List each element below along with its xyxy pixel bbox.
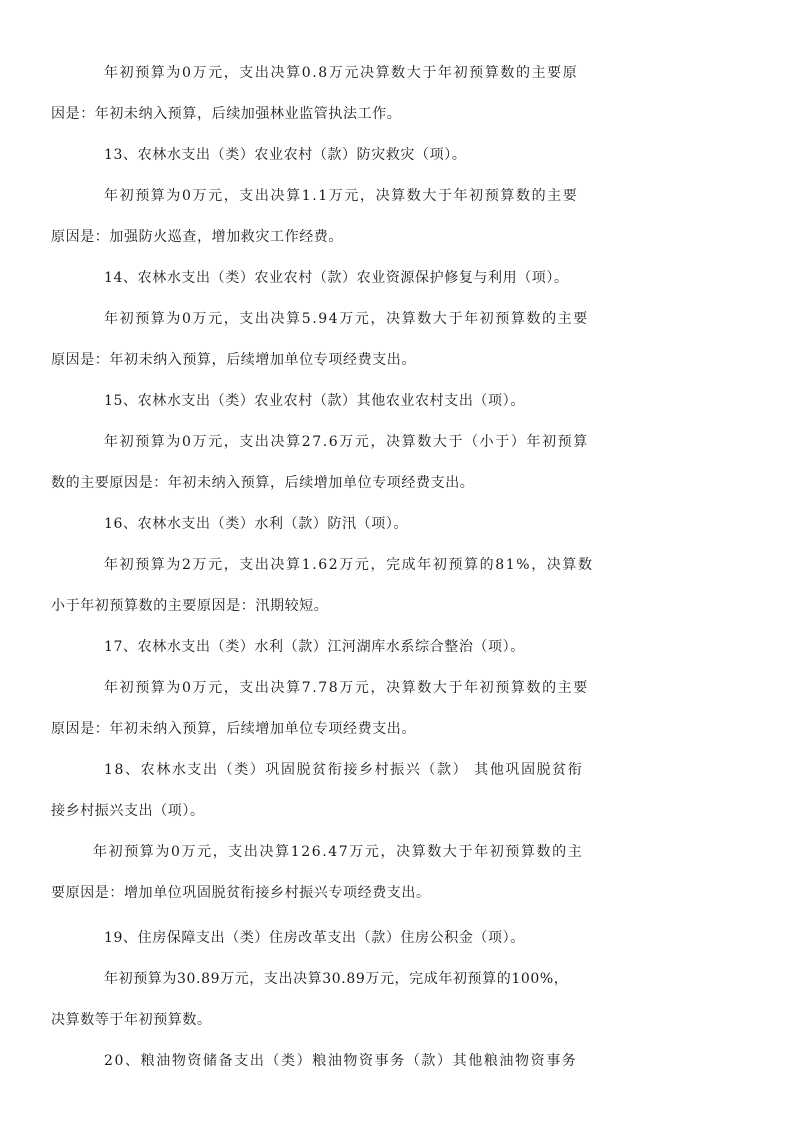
paragraph-line: 小于年初预算数的主要原因是：汛期较短。: [51, 598, 329, 614]
section-heading: 16、农林水支出（类）水利（款）防汛（项）。: [104, 516, 409, 532]
paragraph-line: 原因是：年初未纳入预算，后续增加单位专项经费支出。: [51, 721, 416, 737]
paragraph-line: 数的主要原因是：年初未纳入预算，后续增加单位专项经费支出。: [51, 475, 475, 491]
paragraph-line: 年初预算为30.89万元，支出决算30.89万元，完成年初预算的100%，: [104, 971, 569, 987]
section-heading: 17、农林水支出（类）水利（款）江河湖库水系综合整治（项）。: [104, 639, 525, 655]
section-heading: 20、粮油物资储备支出（类）粮油物资事务（款）其他粮油物资事务: [104, 1053, 578, 1069]
paragraph-line: 年初预算为2万元，支出决算1.62万元，完成年初预算的81%，决算数: [104, 557, 594, 573]
paragraph-line: 原因是：年初未纳入预算，后续增加单位专项经费支出。: [51, 352, 416, 368]
section-heading: 接乡村振兴支出（项）。: [51, 803, 205, 819]
section-heading: 18、农林水支出（类）巩固脱贫衔接乡村振兴（款） 其他巩固脱贫衔: [104, 762, 584, 778]
paragraph-line: 因是：年初未纳入预算，后续加强林业监管执法工作。: [51, 106, 402, 122]
paragraph-line: 要原因是：增加单位巩固脱贫衔接乡村振兴专项经费支出。: [51, 885, 431, 901]
paragraph-line: 决算数等于年初预算数。: [51, 1012, 212, 1028]
paragraph-line: 年初预算为0万元，支出决算7.78万元，决算数大于年初预算数的主要: [104, 680, 589, 696]
paragraph-line: 年初预算为0万元，支出决算5.94万元，决算数大于年初预算数的主要: [104, 311, 589, 327]
section-heading: 15、农林水支出（类）农业农村（款）其他农业农村支出（项）。: [104, 393, 525, 409]
section-heading: 14、农林水支出（类）农业农村（款）农业资源保护修复与利用（项）。: [104, 270, 569, 286]
section-heading: 19、住房保障支出（类）住房改革支出（款）住房公积金（项）。: [104, 930, 525, 946]
paragraph-line: 年初预算为0万元，支出决算126.47万元，决算数大于年初预算数的主: [93, 844, 584, 860]
section-heading: 13、农林水支出（类）农业农村（款）防灾救灾（项）。: [104, 147, 467, 163]
paragraph-line: 原因是：加强防火巡查，增加救灾工作经费。: [51, 229, 343, 245]
paragraph-line: 年初预算为0万元，支出决算0.8万元决算数大于年初预算数的主要原: [104, 65, 579, 81]
paragraph-line: 年初预算为0万元，支出决算27.6万元，决算数大于（小于）年初预算: [104, 434, 589, 450]
paragraph-line: 年初预算为0万元，支出决算1.1万元，决算数大于年初预算数的主要: [104, 188, 579, 204]
